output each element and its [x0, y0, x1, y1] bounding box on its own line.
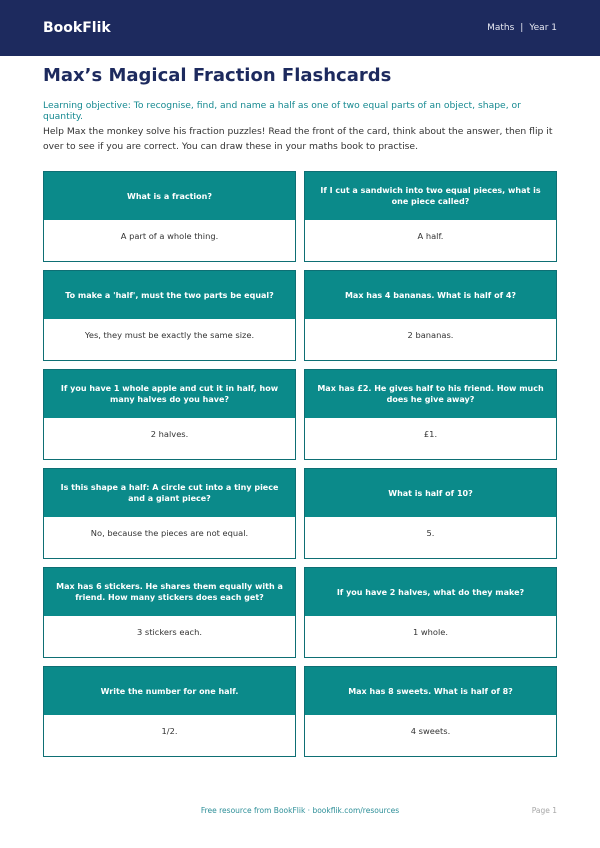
flashcard-question: What is a fraction?	[44, 172, 295, 220]
flashcard-question: Max has 8 sweets. What is half of 8?	[305, 667, 556, 715]
learning-objective: Learning objective: To recognise, find, and name a half as one of two equal parts of an object, shape, or quantity.	[43, 100, 521, 122]
flashcard-question: If you have 1 whole apple and cut it in half, how many halves do you have?	[44, 370, 295, 418]
intro-text: Help Max the monkey solve his fraction puzzles! Read the front of the card, think about the answer, then flip it over to see if you are correct. You can draw these in your maths book to practise.	[43, 126, 553, 152]
flashcard-answer: 2 halves.	[44, 418, 295, 459]
flashcard-question: Max has 4 bananas. What is half of 4?	[305, 271, 556, 319]
flashcard-answer: 3 stickers each.	[44, 616, 295, 657]
breadcrumb-separator: |	[520, 23, 524, 33]
footer-text[interactable]: Free resource from BookFlik · bookflik.com/resources	[200, 806, 400, 815]
page-title: Max’s Magical Fraction Flashcards	[43, 65, 392, 86]
flashcard[interactable]	[43, 666, 296, 757]
flashcard-answer: A half.	[305, 220, 556, 261]
flashcard-question: Write the number for one half.	[44, 667, 295, 715]
flashcard-question: If you have 2 halves, what do they make?	[305, 568, 556, 616]
breadcrumb-year[interactable]: Year 1	[529, 23, 557, 33]
flashcard[interactable]	[304, 666, 557, 757]
flashcard-answer: Yes, they must be exactly the same size.	[44, 319, 295, 360]
flashcard[interactable]	[43, 270, 296, 361]
flashcard[interactable]	[43, 468, 296, 559]
flashcard-question: To make a 'half', must the two parts be equal?	[44, 271, 295, 319]
flashcard[interactable]	[43, 567, 296, 658]
flashcard[interactable]	[304, 468, 557, 559]
flashcard-answer: 1/2.	[44, 715, 295, 756]
breadcrumb-subject[interactable]: Maths	[487, 23, 515, 33]
flashcard-question: Max has £2. He gives half to his friend. How much does he give away?	[305, 370, 556, 418]
flashcard-answer: A part of a whole thing.	[44, 220, 295, 261]
flashcard-answer: 5.	[305, 517, 556, 558]
flashcard-grid	[43, 171, 557, 757]
flashcard[interactable]	[304, 270, 557, 361]
flashcard[interactable]	[304, 171, 557, 262]
flashcard-answer: 4 sweets.	[305, 715, 556, 756]
breadcrumb	[487, 23, 557, 33]
top-bar	[0, 0, 600, 56]
brand-logo[interactable]: BookFlik	[43, 20, 111, 36]
flashcard[interactable]	[43, 171, 296, 262]
flashcard[interactable]	[43, 369, 296, 460]
flashcard[interactable]	[304, 567, 557, 658]
flashcard-answer: 1 whole.	[305, 616, 556, 657]
flashcard-answer: No, because the pieces are not equal.	[44, 517, 295, 558]
flashcard[interactable]	[304, 369, 557, 460]
page-number: Page 1	[531, 806, 557, 815]
flashcard-question: Max has 6 stickers. He shares them equally with a friend. How many stickers does each get?	[44, 568, 295, 616]
flashcard-answer: £1.	[305, 418, 556, 459]
flashcard-question: What is half of 10?	[305, 469, 556, 517]
flashcard-answer: 2 bananas.	[305, 319, 556, 360]
flashcard-question: If I cut a sandwich into two equal pieces, what is one piece called?	[305, 172, 556, 220]
flashcard-question: Is this shape a half: A circle cut into a tiny piece and a giant piece?	[44, 469, 295, 517]
